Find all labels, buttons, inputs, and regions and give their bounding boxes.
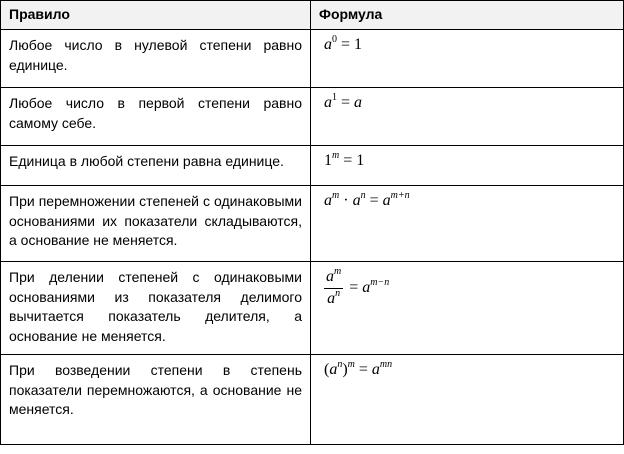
header-formula bbox=[311, 1, 624, 30]
table-row bbox=[1, 262, 624, 355]
rule-cell bbox=[1, 262, 311, 355]
formula-first-power: $a^1 = a$ bbox=[324, 92, 363, 111]
table-row bbox=[1, 186, 624, 262]
formula-cell bbox=[311, 262, 624, 355]
formula-cell bbox=[311, 355, 624, 445]
rule-cell bbox=[1, 30, 311, 88]
formula-quotient: $\frac{a^m}{a^n}$ = $a^{m-n}$ bbox=[326, 266, 390, 307]
rule-text: Единица в любой степени равна единице. bbox=[9, 153, 284, 169]
formula-product: $a^m \cdot a^n = a^{m+n}$ bbox=[324, 190, 410, 209]
rule-text: При возведении степени в степень показатели перемножаются, а основание не меняется. bbox=[9, 362, 302, 417]
table-row bbox=[1, 30, 624, 88]
header-row bbox=[1, 1, 624, 30]
header-rule bbox=[1, 1, 311, 30]
rule-text: При перемножении степеней с одинаковыми основаниями их показатели складываются, а основание не меняется. bbox=[9, 193, 302, 248]
rule-cell bbox=[1, 355, 311, 445]
rule-cell bbox=[1, 146, 311, 186]
formula-cell bbox=[311, 186, 624, 262]
header-rule-label: Правило bbox=[9, 6, 70, 22]
rule-cell bbox=[1, 88, 311, 146]
table-row bbox=[1, 355, 624, 445]
formula-power-of-power: $(a^n)^m = a^{mn}$ bbox=[324, 359, 393, 378]
formula-cell bbox=[311, 30, 624, 88]
rule-text: Любое число в первой степени равно самому себе. bbox=[9, 95, 302, 131]
fraction: $\frac{a^m}{a^n}$ bbox=[326, 266, 342, 307]
header-formula-label: Формула bbox=[319, 6, 383, 22]
formula-cell bbox=[311, 88, 624, 146]
formula-cell bbox=[311, 146, 624, 186]
formula-one-power: 1$^m$ = 1 bbox=[324, 150, 365, 169]
rule-text: При делении степеней с одинаковыми основаниями из показателя делимого вычитается показатель делителя, а основание не меняется. bbox=[9, 269, 302, 344]
table-row bbox=[1, 88, 624, 146]
formula-zero-power: $a^0 = 1$ bbox=[324, 34, 363, 53]
rule-cell bbox=[1, 186, 311, 262]
rule-text: Любое число в нулевой степени равно единице. bbox=[9, 37, 302, 73]
table-row bbox=[1, 146, 624, 186]
